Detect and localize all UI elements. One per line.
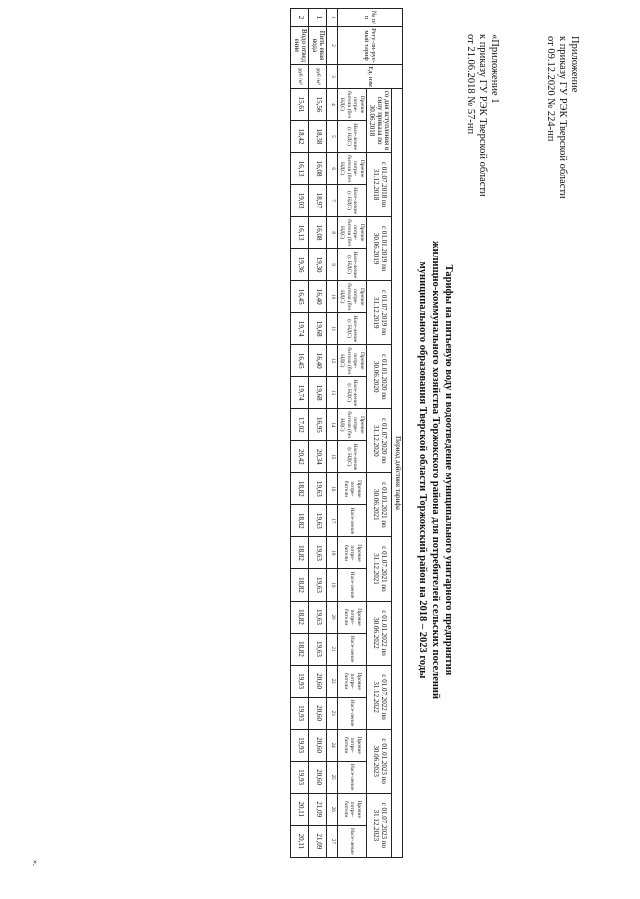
period-label: с 01.01.2020 по 30.06.2020 — [367, 345, 393, 409]
subheader-other-consumers: Прочие потре-бители — [338, 537, 367, 569]
subheader-other-consumers: Прочие потре-бители (без НДС) — [338, 281, 367, 313]
tariff-name: Водо отвед ение — [291, 27, 309, 65]
tariff-value: 16,45 — [291, 345, 309, 377]
tariff-value: 16,08 — [309, 217, 327, 249]
header-line: от 09.12.2020 № 224-нп — [545, 36, 556, 142]
column-number: 7 — [327, 185, 338, 217]
tariff-value: 16,40 — [309, 345, 327, 377]
tariff-value: 20,60 — [309, 729, 327, 761]
column-number: 12 — [327, 345, 338, 377]
column-number: 4 — [327, 89, 338, 121]
subheader-population: Насе-ление (с НДС) — [338, 377, 367, 409]
tariff-value: 19,63 — [309, 601, 327, 633]
subheader-population: Насе-ление (с НДС) — [338, 185, 367, 217]
column-number: 5 — [327, 121, 338, 153]
tariff-value: 16,95 — [309, 409, 327, 441]
column-number: 16 — [327, 473, 338, 505]
subheader-other-consumers: Прочие потре-бители (без НДС) — [338, 217, 367, 249]
tariff-value: 20,60 — [309, 761, 327, 793]
col-unit-header: Ед. изм — [338, 65, 403, 89]
row-number: 1 — [309, 9, 327, 27]
title-line: муниципального образования Тверской области Торжокский район на 2018 – 2023 годы — [417, 261, 428, 679]
tariff-value: 19,63 — [309, 505, 327, 537]
subheader-population: Насе-ление (с НДС) — [338, 249, 367, 281]
subheader-other-consumers: Прочие потре-бители (без НДС) — [338, 409, 367, 441]
tariff-value: 19,63 — [309, 537, 327, 569]
column-number: 19 — [327, 569, 338, 601]
col-number-header: № п/ п — [338, 9, 403, 27]
tariff-value: 19,63 — [309, 569, 327, 601]
tariff-value: 20,11 — [291, 825, 309, 857]
subheader-other-consumers: Прочие потре-бители — [338, 473, 367, 505]
tariff-value: 19,30 — [309, 249, 327, 281]
subheader-population: Насе-ление (с НДС) — [338, 441, 367, 473]
column-number: 6 — [327, 153, 338, 185]
tariff-value: 20,42 — [291, 441, 309, 473]
period-label: с 01.07.2018 по 31.12.2018 — [367, 153, 393, 217]
column-number: 23 — [327, 697, 338, 729]
column-number: 17 — [327, 505, 338, 537]
tariff-value: 19,74 — [291, 313, 309, 345]
header-line: к приказу ГУ РЭК Тверской области — [557, 36, 568, 199]
period-label: с 01.07.2020 по 31.12.2020 — [367, 409, 393, 473]
tariff-value: 19,63 — [309, 633, 327, 665]
tariff-value: 21,09 — [309, 793, 327, 825]
period-label: с 01.01.2019 по 30.06.2019 — [367, 217, 393, 281]
tariff-value: 19,36 — [291, 249, 309, 281]
column-number: 15 — [327, 441, 338, 473]
tariff-value: 19,63 — [309, 473, 327, 505]
tariff-value: 20,11 — [291, 793, 309, 825]
table-body — [291, 9, 327, 858]
column-number: 14 — [327, 409, 338, 441]
column-number: 13 — [327, 377, 338, 409]
tariff-table-wrapper — [291, 8, 404, 858]
row-number: 2 — [291, 9, 309, 27]
tariff-value: 18,82 — [291, 505, 309, 537]
table-row — [291, 9, 309, 858]
column-number: 21 — [327, 633, 338, 665]
period-header: Период действия тарифа — [392, 89, 403, 858]
tariff-value: 17,02 — [291, 409, 309, 441]
subheader-other-consumers: Прочие потре-бители (без НДС) — [338, 345, 367, 377]
subheader-population: Насе-ление — [338, 505, 367, 537]
column-number: 3 — [327, 65, 338, 89]
subheader-population: Насе-ление — [338, 761, 367, 793]
tariff-value: 15,56 — [309, 89, 327, 121]
subheader-other-consumers: Прочие потре-бители (без НДС) — [338, 89, 367, 121]
subheader-population: Насе-ление — [338, 569, 367, 601]
tariff-value: 20,34 — [309, 441, 327, 473]
title-line: Тарифы на питьевую воду и водоотведение муниципального унитарного предприятия — [443, 264, 454, 676]
order-header-original — [464, 34, 500, 197]
subheader-population: Насе-ление — [338, 825, 367, 857]
tariff-value: 19,93 — [291, 729, 309, 761]
column-number: 20 — [327, 601, 338, 633]
tariff-value: 16,45 — [291, 281, 309, 313]
tariff-value: 21,09 — [309, 825, 327, 857]
header-row — [392, 9, 403, 858]
order-header-current — [544, 36, 580, 199]
subheader-other-consumers: Прочие потре-бители — [338, 601, 367, 633]
subheader-other-consumers: Прочие потре-бители (без НДС) — [338, 153, 367, 185]
column-number: 18 — [327, 537, 338, 569]
tariff-value: 18,38 — [309, 121, 327, 153]
table-head — [327, 9, 403, 858]
table-row — [309, 9, 327, 858]
subheader-population: Насе-ление (с НДС) — [338, 313, 367, 345]
tariff-value: 19,74 — [291, 377, 309, 409]
subheader-population: Насе-ление (с НДС) — [338, 121, 367, 153]
closing-mark: ». — [31, 860, 40, 866]
header-row — [367, 9, 393, 858]
tariff-value: 19,93 — [291, 665, 309, 697]
column-number: 10 — [327, 281, 338, 313]
column-number-row — [327, 9, 338, 858]
tariff-value: 19,03 — [291, 185, 309, 217]
tariff-value: 16,40 — [309, 281, 327, 313]
tariff-value: 20,60 — [309, 665, 327, 697]
tariff-value: 19,68 — [309, 377, 327, 409]
column-number: 9 — [327, 249, 338, 281]
column-number: 26 — [327, 793, 338, 825]
subheader-other-consumers: Прочие потре-бители — [338, 793, 367, 825]
tariff-value: 18,82 — [291, 601, 309, 633]
period-label: с 01.07.2021 по 31.12.2021 — [367, 537, 393, 601]
period-label: со дня вступления в силу приказа по 30.06.2018 — [367, 89, 393, 153]
period-label: с 01.01.2022 по 30.06.2022 — [367, 601, 393, 665]
period-label: с 01.07.2023 по 31.12.2023 — [367, 793, 393, 857]
column-number: 22 — [327, 665, 338, 697]
period-label: с 01.07.2019 по 31.12.2019 — [367, 281, 393, 345]
tariff-name: Пить евая вода — [309, 27, 327, 65]
tariff-table — [291, 8, 404, 858]
column-number: 11 — [327, 313, 338, 345]
subheader-population: Насе-ление — [338, 633, 367, 665]
tariff-value: 19,93 — [291, 697, 309, 729]
column-number: 1 — [327, 9, 338, 27]
tariff-value: 18,82 — [291, 473, 309, 505]
header-line: к приказу ГУ РЭК Тверской области — [477, 34, 488, 197]
tariff-value: 18,82 — [291, 569, 309, 601]
document-title — [416, 170, 455, 770]
period-label: с 01.01.2023 по 30.06.2023 — [367, 729, 393, 793]
subheader-other-consumers: Прочие потре-бители — [338, 729, 367, 761]
column-number: 24 — [327, 729, 338, 761]
col-tariff-header: Регу-ли-руе-мый тариф — [338, 27, 403, 65]
header-line: Приложение — [569, 36, 580, 93]
tariff-value: 18,42 — [291, 121, 309, 153]
tariff-value: 18,82 — [291, 537, 309, 569]
tariff-value: 18,82 — [291, 633, 309, 665]
subheader-population: Насе-ление — [338, 697, 367, 729]
column-number: 27 — [327, 825, 338, 857]
tariff-value: 19,68 — [309, 313, 327, 345]
title-line: жилищно-коммунального хозяйства Торжокского района для потребителей сельских поселений — [430, 240, 441, 700]
tariff-value: 16,13 — [291, 153, 309, 185]
header-line: «Приложение 1 — [489, 34, 500, 104]
column-number: 2 — [327, 27, 338, 65]
subheader-other-consumers: Прочие потре-бители — [338, 665, 367, 697]
tariff-value: 18,97 — [309, 185, 327, 217]
header-row — [338, 9, 367, 858]
column-number: 25 — [327, 761, 338, 793]
tariff-value: 15,61 — [291, 89, 309, 121]
unit-cell: руб /м³ — [291, 65, 309, 89]
tariff-value: 20,60 — [309, 697, 327, 729]
tariff-value: 16,08 — [309, 153, 327, 185]
column-number: 8 — [327, 217, 338, 249]
period-label: с 01.01.2021 по 30.06.2021 — [367, 473, 393, 537]
tariff-value: 19,93 — [291, 761, 309, 793]
header-line: от 21.06.2018 № 57-нп — [465, 34, 476, 135]
unit-cell: руб /м³ — [309, 65, 327, 89]
period-label: с 01.07.2022 по 31.12.2022 — [367, 665, 393, 729]
tariff-value: 16,13 — [291, 217, 309, 249]
